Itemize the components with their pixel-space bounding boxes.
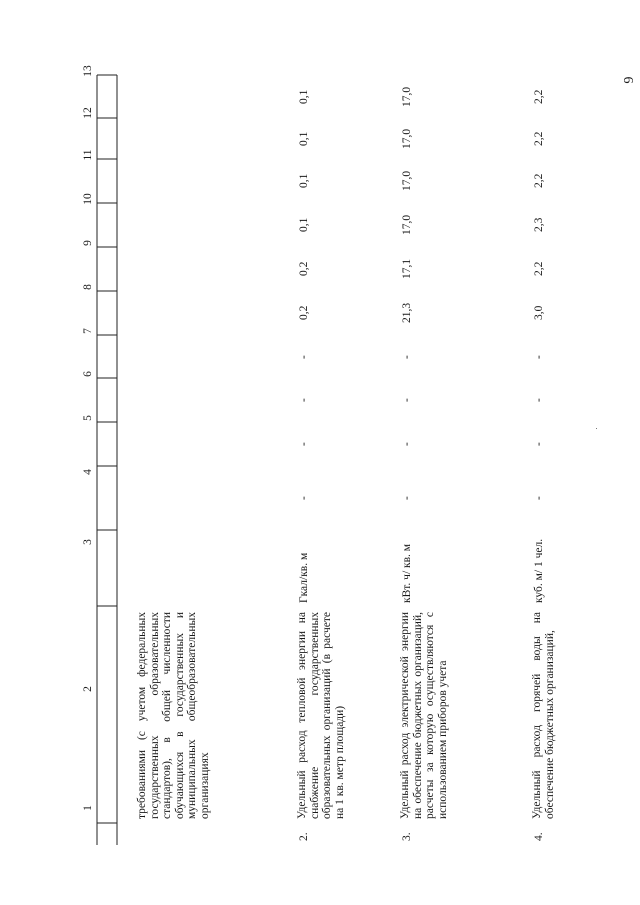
table-cell-value: - bbox=[298, 442, 310, 446]
row-description: требованиями (с учетом федеральных государственных образовательных стандартов), в общей численности обучающихся в государственных и муниципальных общеобразовательных организациях bbox=[136, 612, 211, 819]
column-header-4: 4 bbox=[82, 469, 94, 475]
column-header-11: 11 bbox=[82, 149, 94, 161]
row-number: 2. bbox=[298, 832, 310, 841]
table-cell-value: 0,2 bbox=[298, 305, 310, 320]
row-description: Удельный расход тепловой энергии на снабжение государственных образовательных организаций (в расчете на 1 кв. метр площади) bbox=[296, 612, 346, 819]
table-cell-value: - bbox=[533, 442, 545, 446]
table-cell-value: - bbox=[533, 496, 545, 500]
row-unit: куб. м/ 1 чел. bbox=[533, 538, 545, 603]
table-cell-value: 2,3 bbox=[533, 217, 545, 232]
column-header-6: 6 bbox=[82, 371, 94, 377]
table-cell-value: - bbox=[401, 442, 413, 446]
table-cell-value: 2,2 bbox=[533, 261, 545, 276]
table-cell-value: 0,1 bbox=[298, 131, 310, 146]
column-header-10: 10 bbox=[82, 193, 94, 205]
table-cell-value: 17,0 bbox=[401, 214, 413, 235]
column-header-2: 2 bbox=[82, 685, 94, 692]
row-unit: кВт. ч/ кв. м bbox=[401, 543, 413, 603]
table-cell-value: 17,0 bbox=[401, 86, 413, 107]
column-header-8: 8 bbox=[82, 284, 94, 290]
table-cell-value: 2,2 bbox=[533, 173, 545, 188]
table-cell-value: 0,1 bbox=[298, 217, 310, 232]
table-cell-value: - bbox=[401, 354, 413, 359]
table-cell-value: - bbox=[401, 496, 413, 500]
page-number: 6 bbox=[620, 76, 635, 84]
table-cell-value: - bbox=[298, 496, 310, 500]
column-header-13: 13 bbox=[82, 64, 94, 77]
scan-speck bbox=[596, 428, 597, 429]
table-cell-value: 17,0 bbox=[401, 128, 413, 149]
column-header-12: 12 bbox=[82, 106, 94, 119]
table-cell-value: - bbox=[533, 354, 545, 359]
table-cell-value: 17,1 bbox=[401, 258, 413, 279]
row-description: Удельный расход горячей воды на обеспечение бюджетных организаций, bbox=[531, 612, 556, 819]
table-cell-value: - bbox=[298, 354, 310, 359]
table-cell-value: - bbox=[401, 398, 413, 402]
table-cell-value: 0,1 bbox=[298, 173, 310, 188]
table-cell-value: - bbox=[298, 398, 310, 402]
row-unit: Гкал/кв. м bbox=[298, 552, 310, 603]
column-header-1: 1 bbox=[82, 805, 94, 811]
table-cell-value: - bbox=[533, 398, 545, 402]
table-cell-value: 0,2 bbox=[298, 261, 310, 276]
column-header-7: 7 bbox=[82, 327, 94, 334]
row-number: 4. bbox=[533, 832, 545, 841]
row-number: 3. bbox=[401, 832, 413, 841]
table-cell-value: 3,0 bbox=[533, 305, 545, 320]
row-description: Удельный расход электрической энергии на обеспечение бюджетных организаций, расчеты за которую осуществляются с использованием приборов учета bbox=[399, 612, 449, 819]
column-header-5: 5 bbox=[82, 415, 94, 421]
table-cell-value: 17,0 bbox=[401, 170, 413, 191]
table-cell-value: 2,2 bbox=[533, 89, 545, 104]
column-header-9: 9 bbox=[82, 240, 94, 246]
table-cell-value: 21,3 bbox=[401, 302, 413, 323]
column-header-3: 3 bbox=[82, 539, 94, 545]
table-cell-value: 2,2 bbox=[533, 131, 545, 146]
table-cell-value: 0,1 bbox=[298, 89, 310, 104]
